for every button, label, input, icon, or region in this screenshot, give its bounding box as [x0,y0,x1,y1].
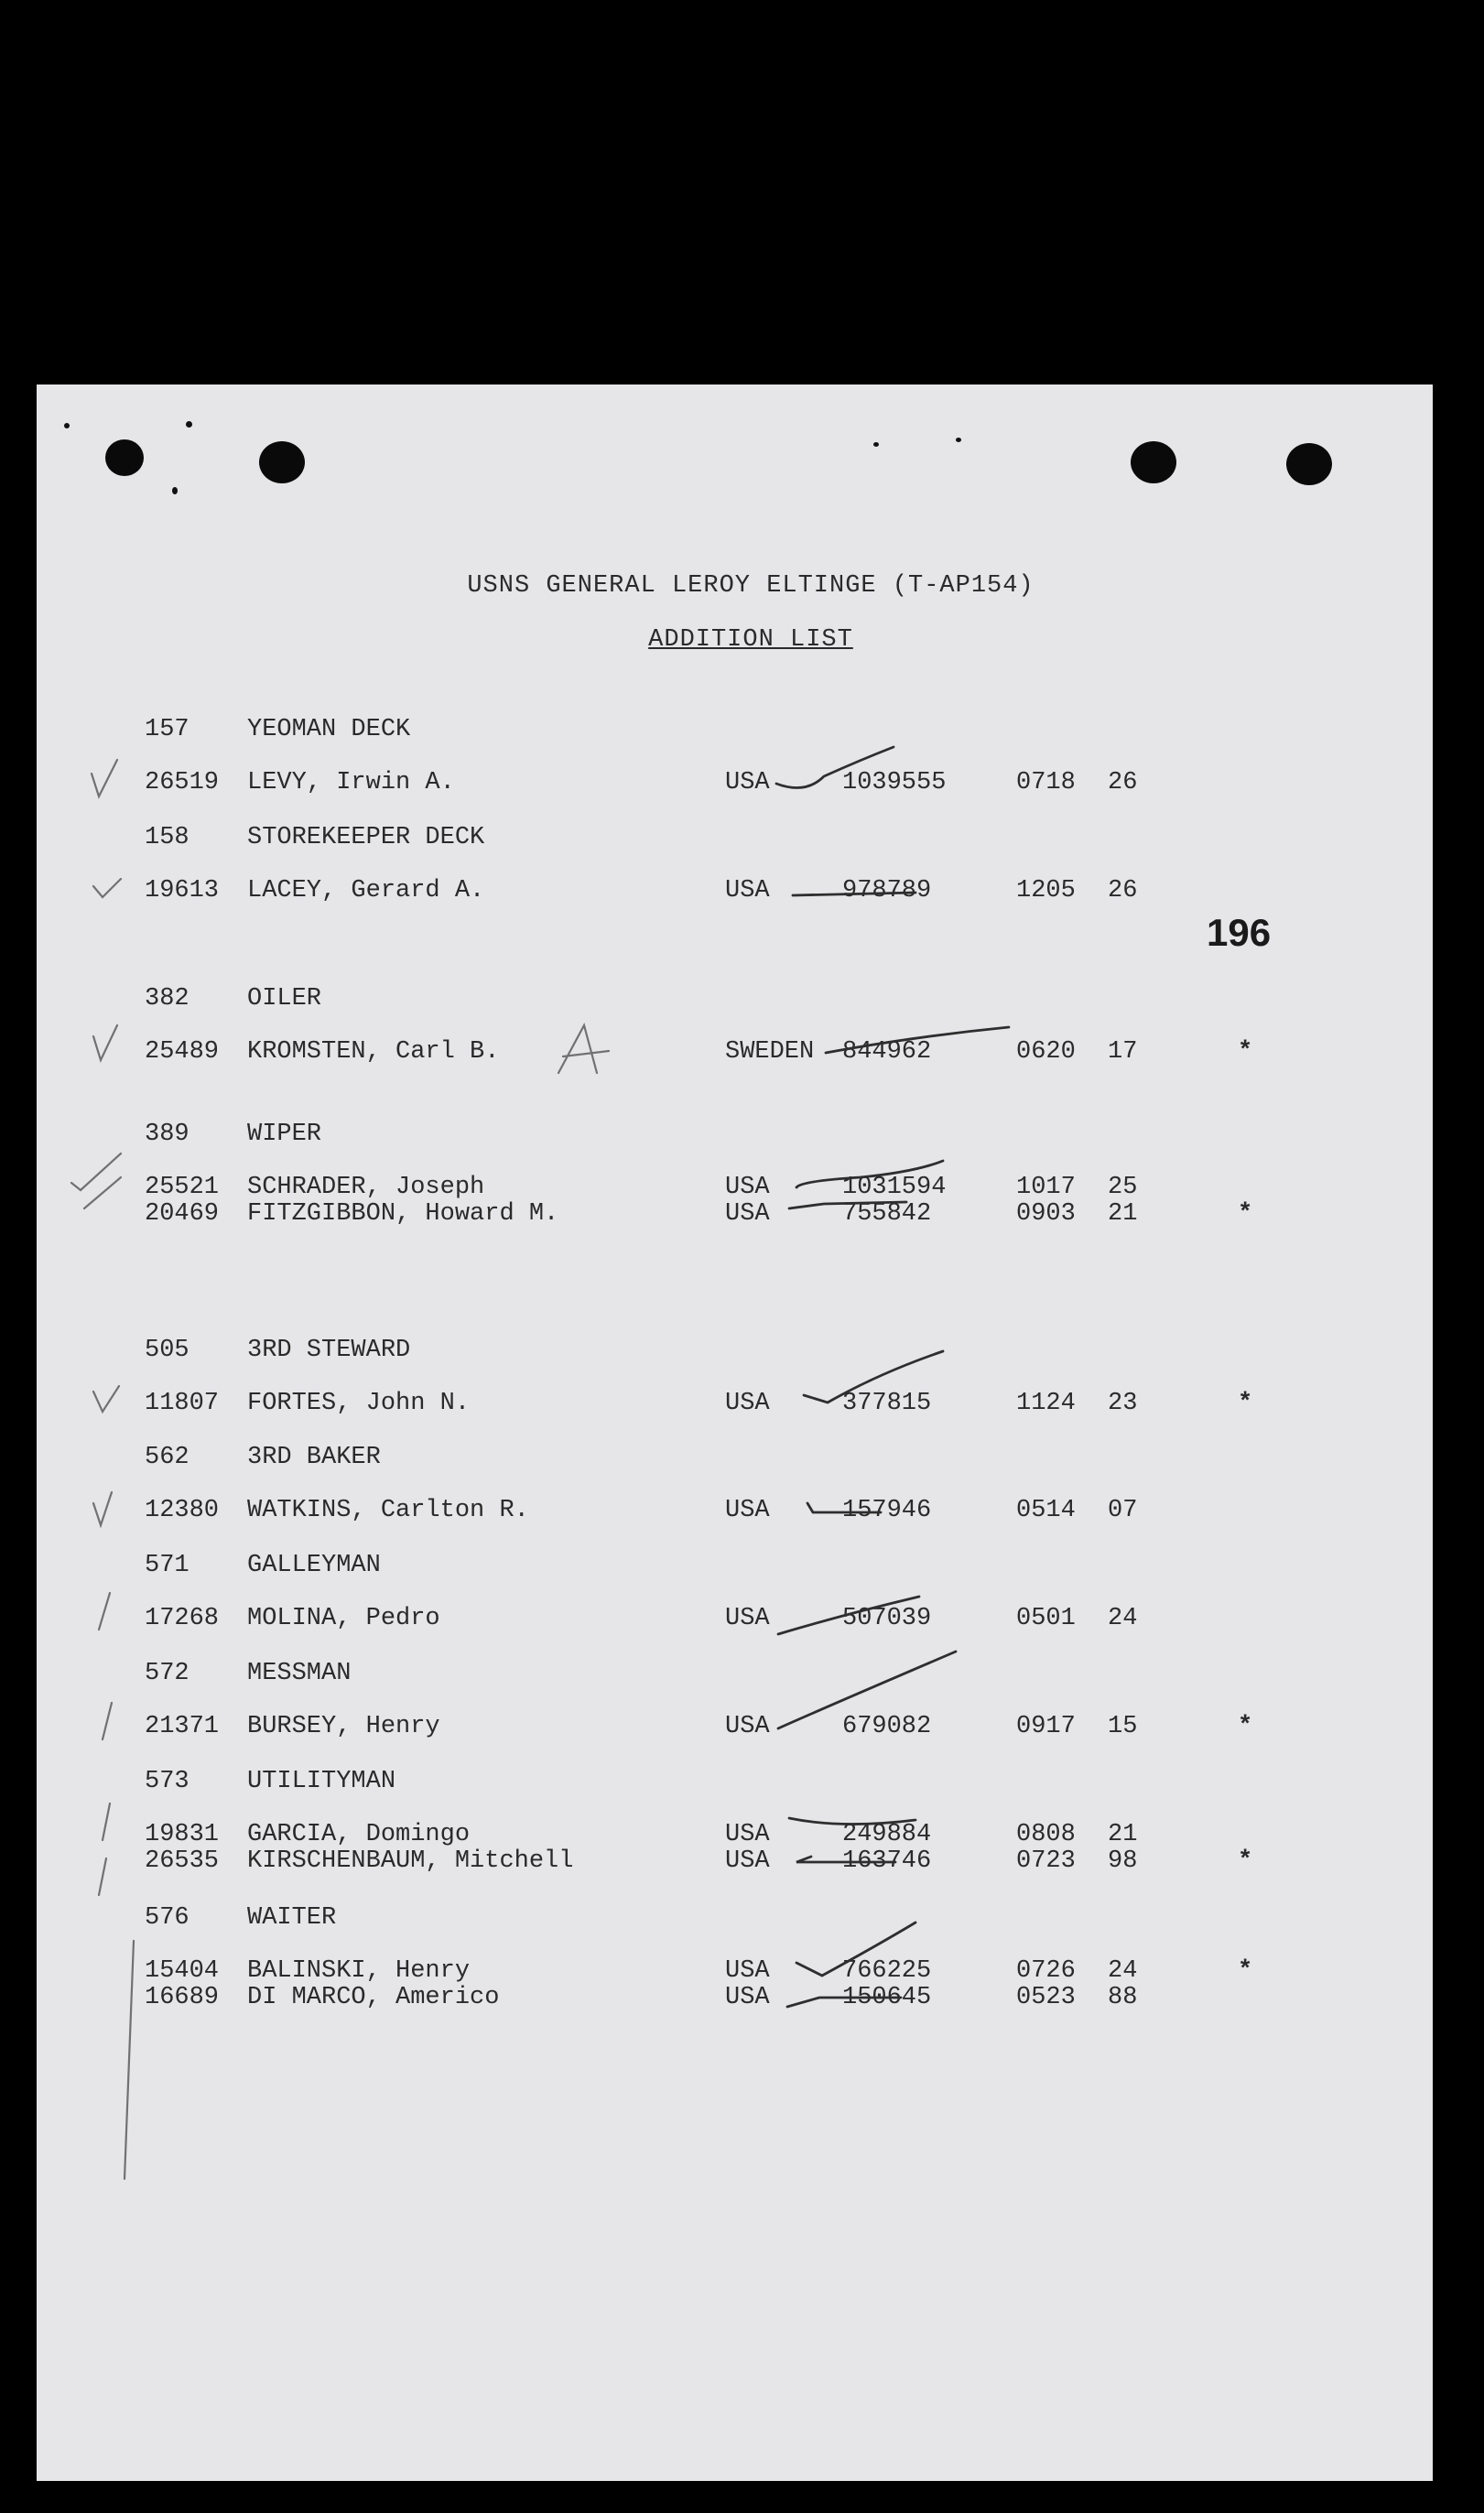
rating-code: 158 [145,824,190,851]
crew-name: SCHRADER, Joseph [247,1174,485,1201]
date-code: 0723 [1016,1847,1076,1875]
rating-code: 576 [145,1904,190,1932]
book-number: 21371 [145,1713,220,1740]
date-code: 0718 [1016,769,1076,796]
age: 88 [1108,1984,1138,2011]
date-code: 0917 [1016,1713,1076,1740]
age: 21 [1108,1200,1138,1228]
document-number: 150645 [842,1984,932,2011]
rating-code: 572 [145,1660,190,1687]
rating-title: YEOMAN DECK [247,716,411,743]
document-number: 1031594 [842,1174,947,1201]
rating-code: 505 [145,1337,190,1364]
age: 25 [1108,1174,1138,1201]
asterisk-mark: * [1238,1038,1253,1066]
crew-name: KIRSCHENBAUM, Mitchell [247,1847,574,1875]
check-mark-icon [99,1858,106,1895]
date-code: 1124 [1016,1390,1076,1417]
age: 24 [1108,1605,1138,1632]
check-mark-icon [103,1804,110,1840]
check-mark-icon [71,1154,121,1190]
document-number: 249884 [842,1821,932,1848]
document-number: 978789 [842,877,932,904]
citizenship: USA [725,1200,770,1228]
date-code: 1017 [1016,1174,1076,1201]
crew-name: MOLINA, Pedro [247,1605,440,1632]
check-mark-icon [99,1593,110,1630]
check-mark-icon [93,879,121,897]
rating-title: WAITER [247,1904,337,1932]
document-number: 377815 [842,1390,932,1417]
margin-line [125,1941,134,2179]
document-title: USNS GENERAL LEROY ELTINGE (T-AP154) [467,572,1034,600]
punch-hole [1286,443,1332,485]
document-number: 157946 [842,1497,932,1524]
book-number: 26519 [145,769,220,796]
asterisk-mark: * [1238,1713,1253,1740]
date-code: 0903 [1016,1200,1076,1228]
date-code: 0523 [1016,1984,1076,2011]
age: 23 [1108,1390,1138,1417]
book-number: 15404 [145,1957,220,1985]
page-number: 196 [1207,911,1272,954]
paper-speck [873,442,879,447]
rating-title: UTILITYMAN [247,1768,396,1795]
age: 24 [1108,1957,1138,1985]
asterisk-mark: * [1238,1957,1253,1985]
date-code: 0620 [1016,1038,1076,1066]
crew-name: LACEY, Gerard A. [247,877,485,904]
crew-name: GARCIA, Domingo [247,1821,471,1848]
date-code: 0514 [1016,1497,1076,1524]
age: 21 [1108,1821,1138,1848]
age: 98 [1108,1847,1138,1875]
crew-name: WATKINS, Carlton R. [247,1497,529,1524]
document-subtitle: ADDITION LIST [648,626,853,654]
paper-speck [172,487,178,494]
rating-title: MESSMAN [247,1660,352,1687]
document-number: 679082 [842,1713,932,1740]
book-number: 25521 [145,1174,220,1201]
book-number: 16689 [145,1984,220,2011]
rating-title: STOREKEEPER DECK [247,824,485,851]
rating-code: 389 [145,1121,190,1148]
age: 17 [1108,1038,1138,1066]
rating-title: 3RD BAKER [247,1444,381,1471]
age: 07 [1108,1497,1138,1524]
rating-code: 382 [145,985,190,1013]
date-code: 0808 [1016,1821,1076,1848]
document-number: 844962 [842,1038,932,1066]
date-code: 0726 [1016,1957,1076,1985]
rating-title: 3RD STEWARD [247,1337,411,1364]
crew-name: FORTES, John N. [247,1390,471,1417]
age: 26 [1108,769,1138,796]
date-code: 0501 [1016,1605,1076,1632]
document-number: 766225 [842,1957,932,1985]
book-number: 25489 [145,1038,220,1066]
citizenship: USA [725,1821,770,1848]
check-mark-icon [93,1492,112,1525]
book-number: 12380 [145,1497,220,1524]
document-page [37,385,1433,2481]
citizenship: USA [725,1174,770,1201]
check-mark-icon [84,1177,121,1208]
crew-name: KROMSTEN, Carl B. [247,1038,500,1066]
age: 26 [1108,877,1138,904]
document-number: 163746 [842,1847,932,1875]
citizenship: USA [725,1984,770,2011]
citizenship: USA [725,877,770,904]
punch-hole [1131,441,1176,483]
book-number: 17268 [145,1605,220,1632]
check-mark-icon [93,1025,117,1060]
crew-name: BALINSKI, Henry [247,1957,471,1985]
citizenship: USA [725,769,770,796]
asterisk-mark: * [1238,1847,1253,1875]
age: 15 [1108,1713,1138,1740]
asterisk-mark: * [1238,1200,1253,1228]
document-number: 755842 [842,1200,932,1228]
document-number: 507039 [842,1605,932,1632]
crew-name: BURSEY, Henry [247,1713,440,1740]
rating-code: 571 [145,1552,190,1579]
check-mark-icon [92,760,117,796]
citizenship: USA [725,1713,770,1740]
punch-hole [259,441,305,483]
book-number: 11807 [145,1390,220,1417]
citizenship: USA [725,1957,770,1985]
rating-code: 562 [145,1444,190,1471]
rating-code: 157 [145,716,190,743]
punch-hole [105,439,144,476]
date-code: 1205 [1016,877,1076,904]
check-mark-icon [93,1386,119,1412]
book-number: 19613 [145,877,220,904]
rating-code: 573 [145,1768,190,1795]
paper-speck [64,423,70,428]
check-mark-icon [103,1703,112,1739]
book-number: 20469 [145,1200,220,1228]
document-number: 1039555 [842,769,947,796]
citizenship: USA [725,1390,770,1417]
citizenship: USA [725,1847,770,1875]
handwritten-marks [37,385,1433,2481]
citizenship: USA [725,1605,770,1632]
rating-title: GALLEYMAN [247,1552,381,1579]
rating-title: WIPER [247,1121,322,1148]
citizenship: USA [725,1497,770,1524]
book-number: 26535 [145,1847,220,1875]
asterisk-mark: * [1238,1390,1253,1417]
rating-title: OILER [247,985,322,1013]
paper-speck [956,438,961,442]
crew-name: DI MARCO, Americo [247,1984,500,2011]
crew-name: FITZGIBBON, Howard M. [247,1200,559,1228]
citizenship: SWEDEN [725,1038,815,1066]
initial-mark-icon [558,1025,609,1073]
paper-speck [186,421,192,428]
crew-name: LEVY, Irwin A. [247,769,455,796]
book-number: 19831 [145,1821,220,1848]
